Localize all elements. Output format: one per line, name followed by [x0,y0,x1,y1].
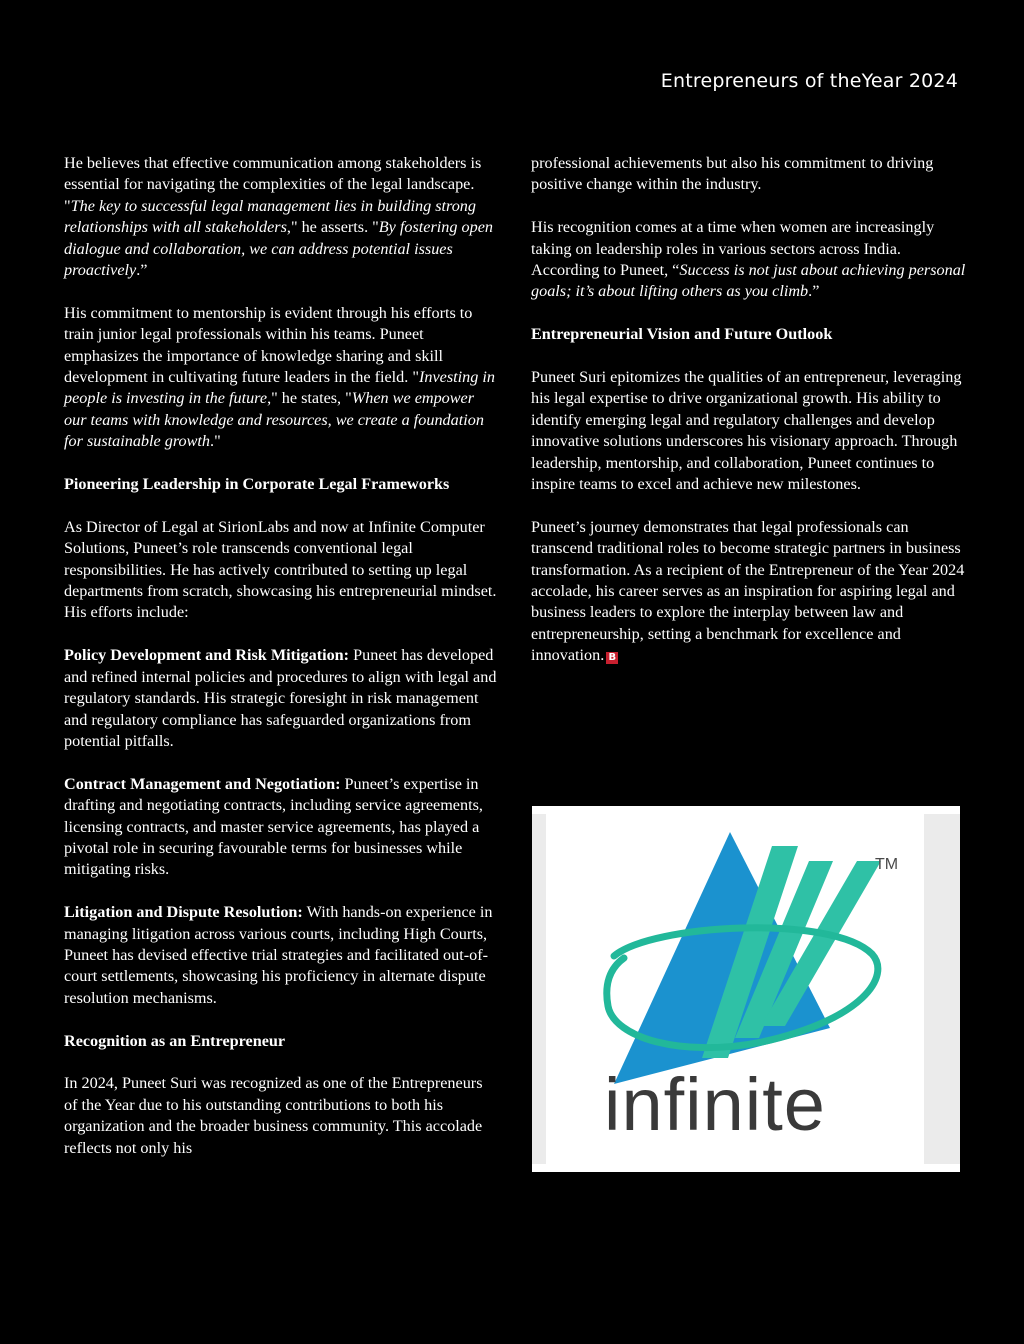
section-heading-pioneering-leadership: Pioneering Leadership in Corporate Legal Frameworks [64,475,450,494]
paragraph-journey: Puneet’s journey demonstrates that legal professionals can transcend traditional roles to become strategic partners in business transformation. As a recipient of the Entrepreneur of the Year 2024 accolade, his career serves as an inspiration for aspiring legal and business leaders to explore the interplay between law and entrepreneurship, setting a benchmark for excellence and innovation. B [531,517,965,665]
end-of-article-icon: B [606,652,618,664]
paragraph-communication: He believes that effective communication among stakeholders is essential for navigating the complexities of the legal landscape. "The key to successful legal management lies in building strong relationships with all stakeholders," he asserts. "By fostering open dialogue and collaboration, we can address potential issues proactively.” [64,154,493,280]
logo-right-border [924,814,960,1164]
trademark-symbol: TM [875,856,899,873]
litigation-label: Litigation and Dispute Resolution: [64,903,303,922]
logo-left-border [532,814,546,1164]
magazine-header-title: Entrepreneurs of theYear 2024 [660,70,958,92]
paragraph-policy-development: Policy Development and Risk Mitigation: Puneet has developed and refined internal policies and procedures to align with legal and regulatory standards. His strategic foresight in risk management and regulatory compliance has safeguarded organizations from potential pitfalls. [64,646,497,750]
paragraph-contract-management: Contract Management and Negotiation: Puneet’s expertise in drafting and negotiating contracts, including service agreements, licensing contracts, and master service agreements, has played a pivotal role in securing favourable terms for businesses while mitigating risks. [64,774,483,879]
infinite-logo-image [532,806,960,1172]
paragraph-epitomizes: Puneet Suri epitomizes the qualities of an entrepreneur, leveraging his legal expertise to drive organizational growth. His ability to identify emerging legal and regulatory challenges and develop innovative solutions underscores his visionary approach. Through leadership, mentorship, and collaboration, Puneet continues to inspire teams to excel and achieve new milestones. [531,368,962,494]
paragraph-achievements: professional achievements but also his commitment to driving positive change within the industry. [531,154,934,194]
paragraph-mentorship: His commitment to mentorship is evident through his efforts to train junior legal professionals within his teams. Puneet emphasizes the importance of knowledge sharing and skill development in cultivating future leaders in the field. "Investing in people is investing in the future," he states, "When we empower our teams with knowledge and resources, we create a foundation for sustainable growth." [64,303,495,451]
infinite-logo-svg [532,806,960,1172]
section-heading-vision: Entrepreneurial Vision and Future Outlook [531,325,833,344]
left-column [64,153,500,1180]
section-heading-recognition: Recognition as an Entrepreneur [64,1031,286,1050]
policy-label: Policy Development and Risk Mitigation: [64,646,350,665]
paragraph-litigation: Litigation and Dispute Resolution: With hands-on experience in managing litigation across various courts, including High Courts, Puneet has devised effective trial strategies and facilitated out-of-court settlements, showcasing his proficiency in alternate dispute resolution mechanisms. [64,903,493,1007]
contract-label: Contract Management and Negotiation: [64,774,341,793]
paragraph-recognition-2024: In 2024, Puneet Suri was recognized as one of the Entrepreneurs of the Year due to his outstanding contributions to both his organization and the broader business community. This accolade reflects not only his [64,1074,483,1157]
paragraph-director-role: As Director of Legal at SirionLabs and now at Infinite Computer Solutions, Puneet’s role transcends conventional legal responsibilities. He has actively contributed to setting up legal departments from scratch, showcasing his entrepreneurial mindset. His efforts include: [64,517,497,622]
paragraph-women-leadership: His recognition comes at a time when women are increasingly taking on leadership roles in various sectors across India. According to Puneet, “Success is not just about achieving personal goals; it’s about lifting others as you climb.” [531,218,966,301]
right-column [531,153,967,688]
logo-wordmark: infinite [604,1063,826,1146]
